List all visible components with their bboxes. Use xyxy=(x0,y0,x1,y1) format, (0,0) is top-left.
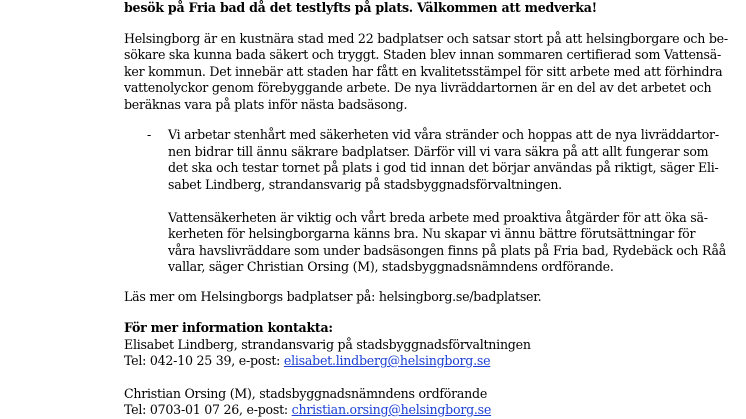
contact-heading: För mer information kontakta: xyxy=(124,320,333,335)
paragraph1-line-3: ker kommun. Det innebär att staden har fått en kvalitetsstämpel för sitt arbete med att förhindra xyxy=(124,64,723,79)
paragraph1-line-5: beräknas vara på plats inför nästa badsäsong. xyxy=(124,97,408,112)
paragraph1-line-4: vattenolyckor genom förebyggande arbete. De nya livräddartornen är en del av det arbetet och xyxy=(124,80,712,95)
paragraph1-line-1: Helsingborg är en kustnära stad med 22 badplatser och satsar stort på att helsingborgare och be- xyxy=(124,31,728,46)
contact2-email-link[interactable]: christian.orsing@helsingborg.se xyxy=(291,402,492,417)
quote1-line-4: sabet Lindberg, strandansvarig på stadsbyggnadsförvaltningen. xyxy=(168,177,562,192)
quote1-line-1: Vi arbetar stenhårt med säkerheten vid våra stränder och hoppas att de nya livräddartor- xyxy=(168,127,719,142)
quote2-line-2: kerheten för helsingborgarna känns bra. Nu skapar vi ännu bättre förutsättningar för xyxy=(168,226,696,241)
contact1-tel: Tel: 042-10 25 39, e-post: xyxy=(124,353,284,368)
read-more-line: Läs mer om Helsingborgs badplatser på: helsingborg.se/badplatser. xyxy=(124,289,542,304)
quote2-line-3: våra havslivräddare som under badsäsongen finns på plats på Fria bad, Rydebäck och Råå xyxy=(168,243,727,258)
quote-dash: - xyxy=(147,127,152,142)
contact2-tel-line xyxy=(124,402,491,418)
contact2-name: Christian Orsing (M), stadsbyggnadsnämndens ordförande xyxy=(124,386,488,401)
contact1-name: Elisabet Lindberg, strandansvarig på stadsbyggnadsförvaltningen xyxy=(124,337,531,352)
contact1-email-link[interactable]: elisabet.lindberg@helsingborg.se xyxy=(283,353,491,368)
quote2-line-1: Vattensäkerheten är viktig och vårt breda arbete med proaktiva åtgärder för att öka sä- xyxy=(168,210,708,225)
contact2-tel: Tel: 0703-01 07 26, e-post: xyxy=(124,402,292,417)
quote2-line-4: vallar, säger Christian Orsing (M), stadsbyggnadsnämndens ordförande. xyxy=(168,259,614,274)
quote1-line-3: det ska och testar tornet på plats i god tid innan det börjar användas på riktigt, säger Eli- xyxy=(168,160,719,175)
contact1-tel-line xyxy=(124,353,490,369)
intro-bold-line: besök på Fria bad då det testlyfts på plats. Välkommen att medverka! xyxy=(124,0,597,15)
quote1-line-2: nen bidrar till ännu säkrare badplatser. Därför vill vi vara säkra på att allt fungerar som xyxy=(168,144,709,159)
paragraph1-line-2: sökare ska kunna bada säkert och tryggt. Staden blev innan sommaren certifierad som Vattensä- xyxy=(124,47,721,62)
